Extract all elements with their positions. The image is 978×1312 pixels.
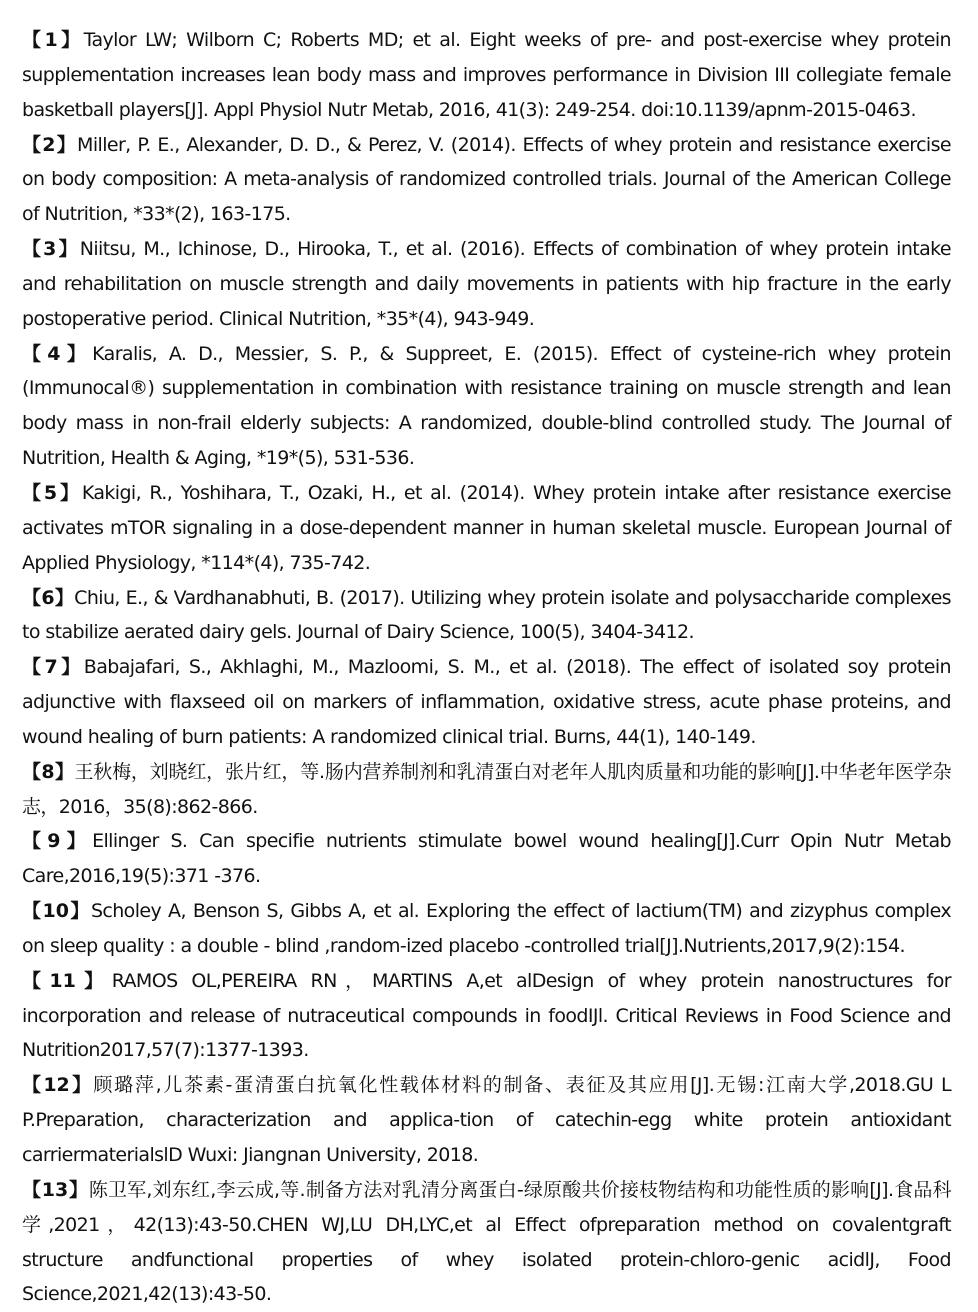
reference-text: Niitsu, M., Ichinose, D., Hirooka, T., et al. (2016). Effects of combination of whey protein intake and rehabilitation on muscle strength and daily movements in patients with hip fracture in the early postoperative period. Clinical Nutrition, *35*(4), 943-949. [22, 238, 951, 330]
reference-list [22, 23, 951, 1312]
reference-text: Taylor LW; Wilborn C; Roberts MD; et al. Eight weeks of pre- and post-exercise whey protein supplementation increases lean body mass and improves performance in Division III collegiate female basketball players[J]. Appl Physiol Nutr Metab, 2016, 41(3): 249-254. doi:10.1139/apnm-2015-0463. [22, 29, 951, 121]
reference-item-9 [22, 824, 951, 894]
reference-number: 【11】 [22, 969, 112, 992]
reference-item-10 [22, 894, 951, 964]
reference-number: 【1】 [22, 29, 84, 51]
reference-number: 【12】 [22, 1074, 94, 1097]
reference-text: Ellinger S. Can specifie nutrients stimulate bowel wound healing[J].Curr Opin Nutr Metab Care,2016,19(5):371 -376. [22, 830, 951, 888]
reference-item-4 [22, 337, 951, 476]
reference-number: 【3】 [22, 238, 80, 261]
reference-text: Babajafari, S., Akhlaghi, M., Mazloomi, S. M., et al. (2018). The effect of isolated soy protein adjunctive with flaxseed oil on markers of inflammation, oxidative stress, acute phase proteins, and wound healing of burn patients: A randomized clinical trial. Burns, 44(1), 140-149. [22, 656, 951, 748]
reference-item-13 [22, 1173, 951, 1312]
reference-number: 【13】 [22, 1178, 89, 1201]
reference-item-11 [22, 964, 951, 1069]
reference-text: Chiu, E., & Vardhanabhuti, B. (2017). Utilizing whey protein isolate and polysaccharide complexes to stabilize aerated dairy gels. Journal of Dairy Science, 100(5), 3404-3412. [22, 586, 951, 644]
reference-text: Kakigi, R., Yoshihara, T., Ozaki, H., et al. (2014). Whey protein intake after resistance exercise activates mTOR signaling in a dose-dependent manner in human skeletal muscle. European Journal of Applied Physiology, *114*(4), 735-742. [22, 481, 951, 574]
reference-number: 【5】 [22, 481, 82, 504]
reference-text: Miller, P. E., Alexander, D. D., & Perez, V. (2014). Effects of whey protein and resistance exercise on body composition: A meta-analysis of randomized controlled trials. Journal of the American College of Nutrition, *33*(2), 163-175. [22, 133, 951, 226]
reference-number: 【7】 [22, 656, 84, 679]
reference-text: 王秋梅，刘晓红，张片红，等.肠内营养制剂和乳清蛋白对老年人肌肉质量和功能的影响[J].中华老年医学杂志，2016，35(8):862-866. [22, 760, 951, 818]
reference-number: 【8】 [22, 760, 75, 783]
reference-item-5 [22, 476, 951, 581]
reference-number: 【2】 [22, 133, 78, 156]
reference-number: 【10】 [22, 900, 91, 923]
reference-item-12 [22, 1068, 951, 1173]
reference-item-6 [22, 581, 951, 651]
reference-text: RAMOS OL,PEREIRA RN，MARTINS A,et alDesign of whey protein nanostructures for incorporation and release of nutraceutical compounds in foodIJl. Critical Reviews in Food Science and Nutrition2017,57(7):1377-1393. [22, 969, 951, 1062]
reference-item-2 [22, 128, 951, 233]
reference-item-8 [22, 755, 951, 825]
reference-number: 【4】 [22, 342, 93, 365]
reference-number: 【9】 [22, 830, 93, 853]
reference-item-1 [22, 23, 951, 128]
reference-item-7 [22, 650, 951, 755]
reference-text: 陈卫军,刘东红,李云成,等.制备方法对乳清分离蛋白-绿原酸共价接枝物结构和功能性质的影响[J].食品科学,2021，42(13):43-50.CHEN WJ,LU DH,LYC,et al Effect ofpreparation method on covalentgraft structure andfunctional properties of whey isolated protein-chloro-genic acidlJ, Food Science,2021,42(13):43-50. [22, 1178, 951, 1306]
reference-text: Karalis, A. D., Messier, S. P., & Suppreet, E. (2015). Effect of cysteine-rich whey protein (Immunocal®) supplementation in combination with resistance training on muscle strength and lean body mass in non-frail elderly subjects: A randomized, double-blind controlled study. The Journal of Nutrition, Health & Aging, *19*(5), 531-536. [22, 342, 951, 470]
reference-number: 【6】 [22, 586, 75, 609]
reference-text: 顾璐萍,儿茶素-蛋清蛋白抗氧化性载体材料的制备、表征及其应用[J].无锡:江南大学,2018.GU L P.Preparation, characterization and applica-tion of catechin-egg white protein antioxidant carriermaterialslD Wuxi: Jiangnan University, 2018. [22, 1074, 951, 1166]
reference-item-3 [22, 232, 951, 337]
reference-text: Scholey A, Benson S, Gibbs A, et al. Exploring the effect of lactium(TM) and zizyphus complex on sleep quality : a double - blind ,random-ized placebo -controlled trial[J].Nutrients,2017,9(2):154. [22, 900, 951, 957]
